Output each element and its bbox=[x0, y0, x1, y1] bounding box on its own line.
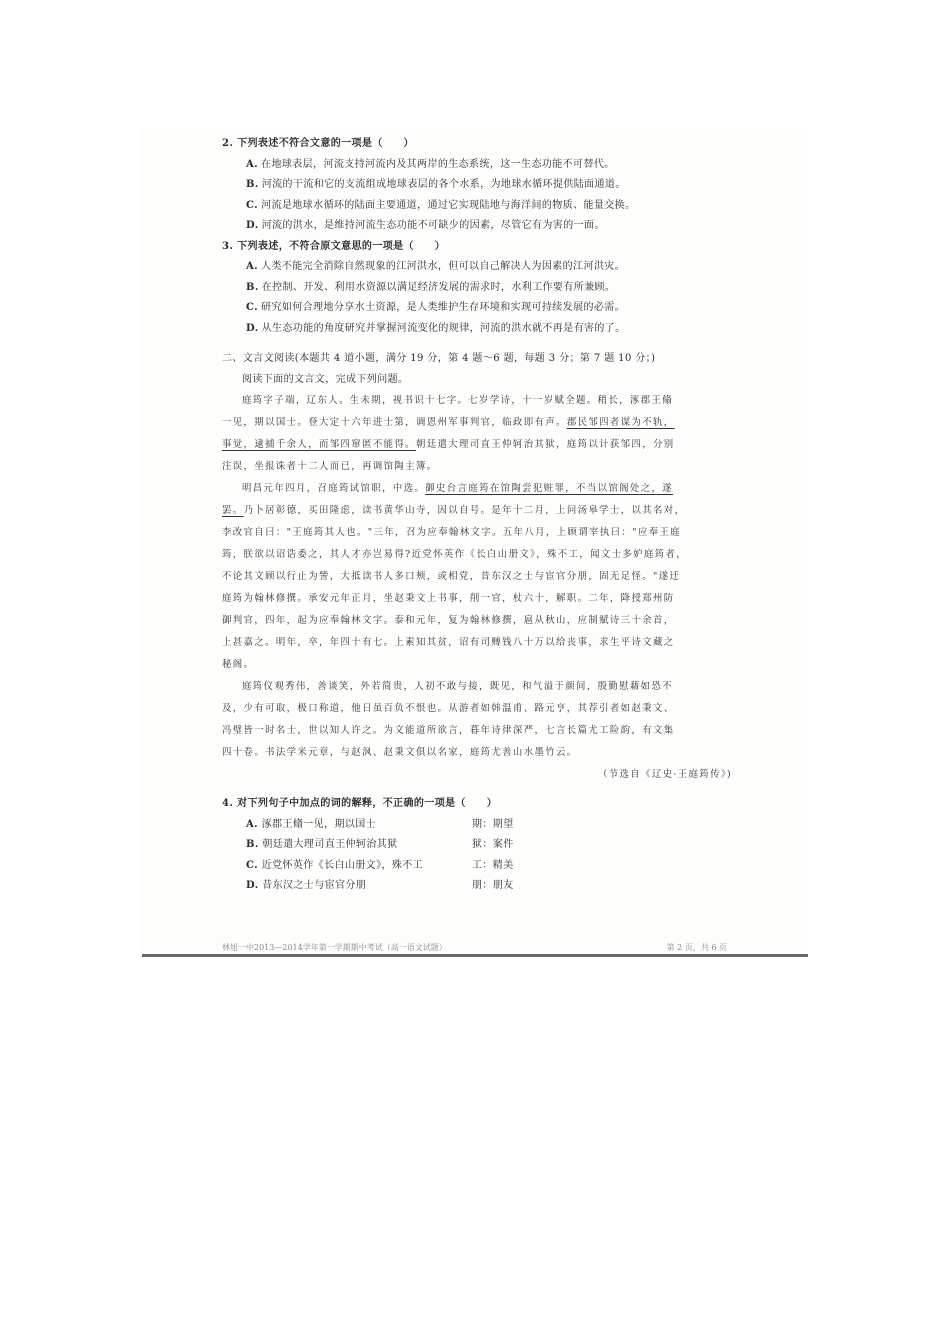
page-content bbox=[222, 134, 732, 897]
question-4-option-b: B. 朝廷遣大理司直王仲轲治其狱 狱：案件 bbox=[246, 839, 514, 850]
scanned-exam-page bbox=[142, 128, 808, 958]
question-3-option-a: A. 人类不能完全消除自然现象的江河洪水，但可以自己解决人为因素的江河洪灾。 bbox=[246, 261, 626, 272]
question-2-option-b: B. 河流的干流和它的支流组成地球表层的各个水系，为地球水循环提供陆面通道。 bbox=[246, 179, 626, 190]
passage-line: 明昌元年四月，召庭筠试馆职，中选。御史台言庭筠在馆陶尝犯赃罪，不当以馆阁处之，遂 bbox=[242, 483, 674, 494]
passage-line: 注误，坐报诛者十二人而已，再调馆陶主簿。 bbox=[222, 461, 438, 472]
passage-line: 一见，期以国士。登大定十六年进士第，调恩州军事判官，临政即有声。郡民邹四者谋为不轨， bbox=[222, 417, 675, 428]
section-2-title: 二、文言文阅读(本题共 4 道小题，满分 19 分，第 4 题～6 题，每题 3 分；第 7 题 10 分；) bbox=[222, 353, 656, 364]
underlined-sentence: 御史台言庭筠在馆陶尝犯赃罪，不当以馆阁处之，遂 bbox=[425, 483, 674, 494]
passage-line: 御判官，四年，起为应奉翰林文字。泰和元年，复为翰林修撰，扈从秋山，应制赋诗三十余首， bbox=[222, 615, 675, 626]
question-4-option-d: D. 昔东汉之士与宦官分朋 朋：朋友 bbox=[246, 880, 514, 891]
passage-line: 庭筠仪观秀伟，善谈笑，外若简贵，人初不敢与接，既见，和气溢于颜间，殷勤慰藉如恐不 bbox=[242, 681, 674, 692]
footer-page-number: 第 2 页，共 6 页 bbox=[666, 943, 727, 952]
question-2-option-c: C. 河流是地球水循环的陆面主要通道，通过它实现陆地与海洋间的物质、能量交换。 bbox=[246, 199, 636, 211]
passage-line: 冯璧皆一时名士，世以知人许之。为文能道所欲言，暮年诗律深严，七言长篇尤工险韵，有文集 bbox=[222, 725, 675, 736]
question-2-option-a: A. 在地球表层，河流支持河流内及其两岸的生态系统，这一生态功能不可替代。 bbox=[246, 158, 615, 170]
passage-line: 上甚嘉之。明年，卒，年四十有七。上素知其贫，诏有司赙钱八十万以给丧事，求生平诗文藏之 bbox=[222, 637, 675, 648]
passage-line: 罢。乃卜居彰德，买田隆虑，读书黄华山寺，因以自号。是年十二月，上问汤皋学士，以其名对， bbox=[222, 505, 686, 516]
passage-source: （节选自《辽史·王庭筠传》) bbox=[597, 769, 732, 780]
question-4-option-c: C. 近党怀英作《长白山册文》，殊不工 工：精美 bbox=[246, 859, 514, 871]
passage-line: 四十卷。书法学米元章，与赵沨、赵秉文俱以名家，庭筠尤善山水墨竹云。 bbox=[222, 747, 578, 758]
question-4 bbox=[222, 794, 732, 897]
footer-exam-title: 林旭一中2013—2014学年第一学期期中考试（高一语文试题） bbox=[222, 943, 447, 952]
passage-line: 李改官自曰："王庭筠其人也。"三年，召为应奉翰林文字。五年八月，上顾谓宰执曰："应奉王庭 bbox=[222, 527, 681, 538]
passage-line: 不论其文顾以行止为訾，大抵读书人多口颊，或相党，昔东汉之士与宦官分朋，固无足怪。"遂迁 bbox=[222, 571, 681, 582]
passage-line: 秘阁。 bbox=[222, 659, 255, 670]
classical-passage bbox=[222, 390, 732, 786]
question-2-option-d: D. 河流的洪水，是维持河流生态功能不可缺少的因素，尽管它有为害的一面。 bbox=[246, 220, 605, 231]
passage-line: 筠，朕欲以诏诰委之，其人才亦岂易得?近党怀英作《长白山册文》，殊不工，闻文士多妒庭筠者， bbox=[222, 549, 688, 560]
footer-divider bbox=[142, 954, 808, 957]
question-4-option-a: A. 涿郡王翛一见，期以国士 期：期望 bbox=[246, 818, 514, 830]
passage-line: 庭筠为翰林修撰。承安元年正月，坐赵秉文上书事，削一官，杖六十，解职。二年，降授郑州防 bbox=[222, 593, 675, 604]
question-3-option-c: C. 研究如何合理地分享水土资源，是人类维护生存环境和实现可持续发展的必需。 bbox=[246, 302, 626, 313]
passage-line: 庭筠字子端，辽东人。生未期，视书识十七字。七岁学诗，十一岁赋全题。稍长，涿郡王翛 bbox=[242, 395, 674, 406]
section-2-instruction: 阅读下面的文言文，完成下列问题。 bbox=[242, 373, 409, 385]
question-4-title: 4. 对下列句子中加点的词的解释，不正确的一项是（ ） bbox=[222, 798, 498, 809]
underlined-sentence: 事觉，逮捕千余人，而邹四窜匿不能得。 bbox=[222, 439, 416, 450]
page-footer bbox=[222, 942, 727, 954]
passage-line: 事觉，逮捕千余人，而邹四窜匿不能得。朝廷遣大理司直王仲轲治其狱，庭筠以计获邹四，分别 bbox=[222, 439, 675, 450]
question-3-option-b: B. 在控制、开发、利用水资源以满足经济发展的需求时，水利工作要有所兼顾。 bbox=[246, 281, 616, 293]
question-3-title: 3. 下列表述，不符合原文意思的一项是（ ） bbox=[222, 240, 446, 252]
question-3-option-d: D. 从生态功能的角度研究并掌握河流变化的规律，河流的洪水就不再是有害的了。 bbox=[246, 322, 626, 334]
question-2-title: 2. 下列表述不符合文意的一项是（ ） bbox=[222, 138, 414, 149]
underlined-sentence: 郡民邹四者谋为不轨， bbox=[566, 417, 675, 428]
passage-line: 及，少有可取，极口称道，他日虽百负不恨也。从游者如韩温甫、路元亨，其荐引者如赵秉文、 bbox=[222, 703, 675, 714]
underlined-sentence: 罢。 bbox=[222, 505, 244, 516]
